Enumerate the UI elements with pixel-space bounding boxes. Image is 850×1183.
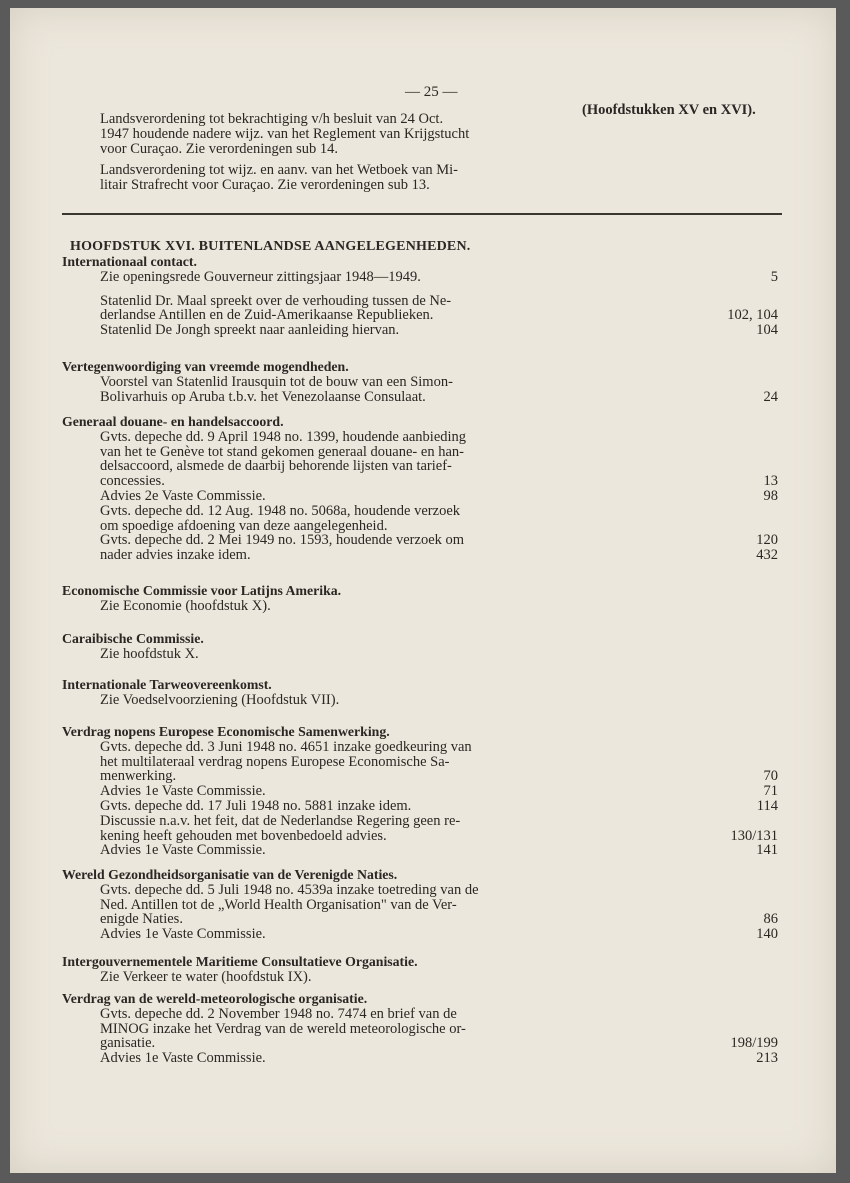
running-header: (Hoofdstukken XV en XVI). <box>582 102 756 118</box>
entry-page-ref: 86 <box>763 911 778 928</box>
chapter-title: HOOFDSTUK XVI. BUITENLANDSE AANGELEGENHEDEN. <box>70 239 471 254</box>
entry-text: Voorstel van Statenlid Irausquin tot de bouw van een Simon- <box>100 373 453 390</box>
section-heading: Internationaal contact. <box>62 254 197 269</box>
entry-text: Gvts. depeche dd. 3 Juni 1948 no. 4651 inzake goedkeuring van <box>100 738 472 755</box>
entry-text: Gvts. depeche dd. 2 Mei 1949 no. 1593, houdende verzoek om <box>100 532 465 549</box>
entry-page-ref: 120 <box>756 532 778 549</box>
entry-text: derlandse Antillen en de Zuid-Amerikaanse Republieken. <box>100 307 434 324</box>
entry-page-ref: 213 <box>756 1050 778 1067</box>
intro-line: Landsverordening tot wijz. en aanv. van het Wetboek van Mi- <box>100 162 459 178</box>
entry-page-ref: 98 <box>763 488 778 504</box>
intro-line: Landsverordening tot bekrachtiging v/h besluit van 24 Oct. <box>100 111 444 127</box>
entry-text: MINOG inzake het Verdrag van de wereld meteorologische or- <box>100 1020 466 1037</box>
intro-line: 1947 houdende nadere wijz. van het Reglement van Krijgstucht <box>100 125 470 142</box>
entry-page-ref: 5 <box>770 268 778 285</box>
entry-text: Zie openingsrede Gouverneur zittingsjaar 1948—1949. <box>100 268 421 285</box>
entry-text: ganisatie. <box>100 1035 156 1052</box>
section-heading: Intergouvernementele Maritieme Consultatieve Organisatie. <box>62 954 418 969</box>
section-heading: Economische Commissie voor Latijns Amerika. <box>62 583 342 598</box>
entry-text: Discussie n.a.v. het feit, dat de Nederlandse Regering geen re- <box>100 812 461 829</box>
entry-page-ref: 114 <box>756 798 778 814</box>
entry-text: Statenlid De Jongh spreekt naar aanleiding hiervan. <box>100 322 400 339</box>
entry-text: om spoedige afdoening van deze aangelegenheid. <box>100 517 388 534</box>
entry-page-ref: 70 <box>763 768 778 785</box>
entry-text: delsaccoord, alsmede de daarbij behorende lijsten van tarief- <box>100 458 452 475</box>
entry-page-ref: 24 <box>763 388 778 405</box>
entry-text: Gvts. depeche dd. 2 November 1948 no. 7474 en brief van de <box>100 1005 457 1022</box>
page-number: — 25 — <box>405 84 458 100</box>
entry-text: nader advies inzake idem. <box>100 547 251 564</box>
entry-page-ref: 130/131 <box>730 827 778 844</box>
entry-text: Advies 1e Vaste Commissie. <box>100 842 266 859</box>
entry-text: Gvts. depeche dd. 12 Aug. 1948 no. 5068a, houdende verzoek <box>100 502 461 519</box>
entry-text: Advies 1e Vaste Commissie. <box>100 783 266 800</box>
entry-text: menwerking. <box>100 768 177 785</box>
section-heading: Verdrag van de wereld-meteorologische organisatie. <box>62 991 368 1006</box>
entry-text: Gvts. depeche dd. 5 Juli 1948 no. 4539a inzake toetreding van de <box>100 881 479 898</box>
section-heading: Verdrag nopens Europese Economische Samenwerking. <box>62 724 390 739</box>
entry-text: Advies 1e Vaste Commissie. <box>100 1050 266 1067</box>
entry-page-ref: 13 <box>763 473 778 490</box>
intro-line: litair Strafrecht voor Curaçao. Zie verordeningen sub 13. <box>100 176 430 193</box>
intro-line: voor Curaçao. Zie verordeningen sub 14. <box>100 140 338 157</box>
section-heading: Caraibische Commissie. <box>62 631 204 646</box>
entry-page-ref: 71 <box>763 783 778 800</box>
entry-page-ref: 198/199 <box>730 1035 778 1052</box>
entry-text: Gvts. depeche dd. 9 April 1948 no. 1399, houdende aanbieding <box>100 428 467 445</box>
entry-text: concessies. <box>100 473 165 490</box>
document-page <box>10 8 836 1173</box>
entry-page-ref: 140 <box>756 926 778 943</box>
section-heading: Vertegenwoordiging van vreemde mogendheden. <box>62 359 349 374</box>
section-heading: Wereld Gezondheidsorganisatie van de Verenigde Naties. <box>62 867 398 882</box>
entry-text: van het te Genève tot stand gekomen generaal douane- en han- <box>100 443 464 460</box>
entry-text: Zie Economie (hoofdstuk X). <box>100 597 271 614</box>
entry-page-ref: 141 <box>756 842 778 859</box>
section-heading: Internationale Tarweovereenkomst. <box>62 677 272 692</box>
entry-text: Zie Voedselvoorziening (Hoofdstuk VII). <box>100 691 340 708</box>
entry-text: Zie hoofdstuk X. <box>100 645 199 662</box>
entry-text: het multilateraal verdrag nopens Europese Economische Sa- <box>100 753 450 770</box>
section-heading: Generaal douane- en handelsaccoord. <box>62 414 284 429</box>
entry-text: Statenlid Dr. Maal spreekt over de verhouding tussen de Ne- <box>100 292 452 309</box>
entry-text: Ned. Antillen tot de „World Health Organisation" van de Ver- <box>100 896 457 913</box>
entry-text: Advies 1e Vaste Commissie. <box>100 926 266 943</box>
entry-text: Bolivarhuis op Aruba t.b.v. het Venezolaanse Consulaat. <box>100 388 426 405</box>
entry-text: enigde Naties. <box>100 911 183 928</box>
entry-page-ref: 432 <box>756 547 778 564</box>
section-divider <box>62 213 782 215</box>
entry-page-ref: 102, 104 <box>727 307 778 324</box>
entry-page-ref: 104 <box>756 322 778 339</box>
entry-text: Gvts. depeche dd. 17 Juli 1948 no. 5881 inzake idem. <box>100 798 412 814</box>
entry-text: Zie Verkeer te water (hoofdstuk IX). <box>100 968 312 985</box>
entry-text: Advies 2e Vaste Commissie. <box>100 488 266 504</box>
entry-text: kening heeft gehouden met bovenbedoeld advies. <box>100 827 387 844</box>
